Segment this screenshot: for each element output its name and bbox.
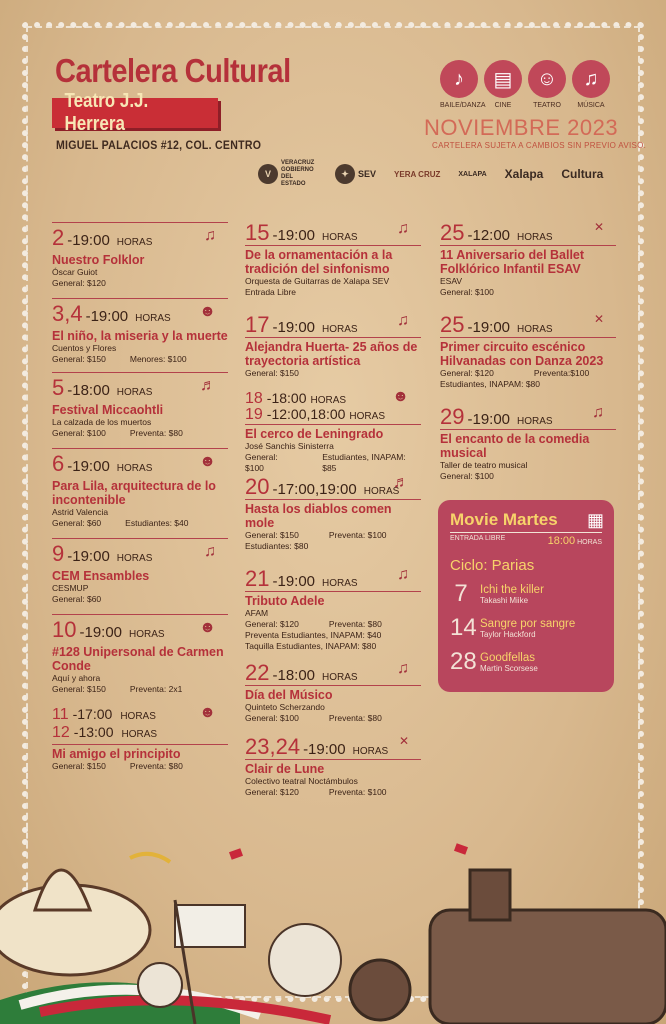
confetti-icon — [130, 854, 170, 862]
hours-label: HORAS — [349, 411, 385, 422]
event-item — [245, 388, 421, 472]
event-item — [440, 402, 616, 492]
seal-icon: ✦ — [335, 164, 355, 184]
event-time: -18:00 — [67, 382, 110, 399]
event-item — [52, 222, 228, 298]
hours-label: HORAS — [121, 729, 158, 740]
price-other: Preventa: $100 — [328, 530, 387, 540]
hours-label: HORAS — [310, 395, 347, 406]
film-day: 14 — [450, 614, 477, 641]
event-day: 25 — [440, 220, 465, 245]
category-cinema — [484, 60, 522, 109]
xalapa-logo-icon: ✕ — [593, 312, 604, 326]
event-time: -18:00 — [272, 667, 316, 684]
theater-masks-icon: ☻ — [199, 453, 216, 470]
logo-veracruz — [258, 160, 317, 188]
movie-time: 18:00 — [547, 535, 576, 547]
price-other: Estudiantes: $40 — [125, 518, 189, 528]
event-time: -19:00 — [67, 548, 110, 565]
event-name: CEM Ensambles — [52, 569, 150, 583]
event-performer: AFAM — [245, 608, 269, 618]
event-performer: Aquí y ahora — [52, 673, 101, 683]
price-other: Preventa: $80 — [328, 713, 382, 723]
hours-label: HORAS — [116, 553, 153, 564]
price-other: Estudiantes, INAPAM: $80 — [440, 379, 541, 389]
event-item — [245, 658, 421, 732]
logo-xalapa — [505, 167, 544, 181]
xalapa-logo-icon: ✕ — [398, 734, 409, 748]
hours-label: HORAS — [120, 711, 156, 722]
event-name: Nuestro Folklor — [52, 253, 145, 267]
logo-text: Cultura — [561, 167, 604, 181]
event-day: 17 — [245, 312, 270, 337]
venue-name: Teatro J.J. Herrera — [64, 90, 149, 135]
confetti-icon — [454, 843, 468, 855]
event-performer: La calzada de los muertos — [52, 417, 152, 427]
event-time: -13:00 — [73, 724, 114, 740]
price-other: Preventa: $80 — [129, 761, 183, 771]
event-day: 12 — [52, 724, 70, 741]
event-performer: Colectivo teatral Noctámbulos — [245, 776, 358, 786]
movie-entry-row — [450, 532, 602, 547]
event-day: 25 — [440, 312, 465, 337]
event-name: Hasta los diablos comen mole — [245, 502, 392, 530]
category-label: BAILE/DANZA — [440, 102, 486, 109]
event-item — [52, 298, 228, 372]
film-title: Goodfellas — [480, 651, 535, 664]
event-item — [245, 732, 421, 802]
event-time: -19:00 — [67, 232, 110, 249]
event-name: Día del Músico — [245, 688, 333, 702]
skull-icon — [269, 924, 341, 996]
event-performer: CESMUP — [52, 583, 89, 593]
theater-masks-icon: ☻ — [199, 619, 216, 636]
price-general: General: $120 — [52, 278, 106, 288]
hours-label: HORAS — [577, 539, 602, 546]
event-name: 11 Aniversario del Ballet Folklórico Infantil ESAV — [440, 248, 585, 276]
event-item — [440, 310, 616, 402]
logo-text: XALAPA — [458, 170, 487, 178]
month-title: NOVIEMBRE 2023 — [424, 115, 619, 140]
event-name: Para Lila, arquitectura de lo incontenible — [52, 479, 216, 507]
event-name: Primer circuito escénico Hilvanadas con Danza 2023 — [440, 340, 604, 368]
events-column-2 — [245, 218, 421, 802]
price-other: Estudiantes, INAPAM: $85 — [322, 452, 406, 473]
movie-martes-panel — [438, 500, 614, 692]
hours-label: HORAS — [352, 746, 389, 757]
film-title: Ichi the killer — [480, 583, 544, 596]
music-notes-icon: ♫ — [204, 543, 216, 560]
hours-label: HORAS — [517, 324, 553, 335]
event-time: -19:00 — [303, 741, 346, 758]
shield-icon: V — [258, 164, 278, 184]
music-notes-icon: ♫ — [204, 227, 216, 244]
event-item — [52, 538, 228, 614]
page-title: Cartelera Cultural — [55, 52, 291, 89]
price-general: General: $120 — [245, 619, 299, 629]
film-day: 28 — [450, 648, 477, 675]
logo-cultura — [561, 167, 603, 181]
music-notes-icon: ♫ — [572, 60, 610, 98]
event-time: -19:00 — [272, 227, 316, 244]
price-general: General: $150 — [245, 368, 299, 378]
movie-cycle: Ciclo: Parias — [450, 557, 535, 574]
event-time: -19:00 — [272, 319, 316, 336]
dance-icon: ♬ — [200, 377, 216, 394]
price-general: General: $100 — [52, 428, 106, 438]
event-name: Festival Miccaohtli — [52, 403, 164, 417]
price-general: General: $60 — [52, 594, 102, 604]
event-name: Mi amigo el principito — [52, 747, 181, 761]
event-time: -19:00 — [79, 624, 123, 641]
category-label: CINE — [494, 102, 512, 109]
category-label: TEATRO — [533, 102, 561, 109]
movie-title: Movie Martes — [450, 510, 558, 529]
address: MIGUEL PALACIOS #12, COL. CENTRO — [56, 138, 262, 152]
event-item — [245, 218, 421, 310]
clapper-icon: ▦ — [586, 510, 604, 530]
price-other: Preventa: $80 — [328, 619, 382, 629]
film-item — [450, 580, 602, 608]
price-other: Preventa:$100 — [533, 368, 590, 378]
film-director: Taylor Hackford — [480, 629, 536, 639]
music-notes-icon: ♫ — [397, 660, 409, 677]
price-other: Preventa Estudiantes, INAPAM: $40 — [245, 630, 382, 640]
event-name: El cerco de Leningrado — [245, 427, 384, 441]
hours-label: HORAS — [135, 313, 171, 324]
theater-masks-icon: ☻ — [199, 303, 216, 320]
event-performer: Cuentos y Flores — [52, 343, 117, 353]
event-time: -19:00 — [467, 411, 511, 428]
event-day: 5 — [52, 375, 65, 400]
price-other: Menores: $100 — [129, 354, 187, 364]
event-time: -19:00 — [67, 458, 110, 475]
disclaimer: CARTELERA SUJETA A CAMBIOS SIN PREVIO AVISO. — [432, 141, 647, 150]
skull-icon — [138, 963, 182, 1007]
event-day: 2 — [52, 225, 65, 250]
confetti-icon — [229, 848, 243, 860]
price-other: Taquilla Estudiantes, INAPAM: $80 — [245, 641, 377, 651]
price-general: General: $150 — [52, 684, 106, 694]
event-day: 23,24 — [245, 734, 301, 759]
price-other: Preventa: 2x1 — [129, 684, 183, 694]
event-name: Tributo Adele — [245, 594, 325, 608]
theater-masks-icon: ☻ — [199, 704, 216, 721]
xalapa-logo-icon: ✕ — [593, 220, 604, 234]
music-notes-icon: ♫ — [397, 220, 409, 237]
train-icon — [430, 910, 666, 1024]
sponsor-logos — [258, 160, 603, 188]
event-day: 19 — [245, 406, 263, 423]
event-time: -17:00,19:00 — [272, 481, 357, 498]
event-performer: Taller de teatro musical — [440, 460, 528, 470]
film-director: Takashi Miike — [480, 595, 529, 605]
theater-masks-icon: ☻ — [392, 388, 409, 405]
film-day: 7 — [454, 580, 468, 607]
hours-label: HORAS — [363, 486, 400, 497]
event-day: 3,4 — [52, 301, 83, 326]
hours-label: HORAS — [116, 463, 153, 474]
event-day: 18 — [245, 390, 263, 407]
price-general: General: $150 — [245, 530, 299, 540]
hours-label: HORAS — [322, 324, 358, 335]
sombrero-crown — [35, 870, 90, 910]
price-general: General: $100 — [440, 471, 494, 481]
venue-banner — [52, 90, 218, 135]
price-other: Preventa: $100 — [328, 787, 387, 797]
event-performer: Quinteto Scherzando — [245, 702, 325, 712]
category-legend — [440, 60, 610, 109]
logo-text: YERA CRUZ — [394, 169, 441, 179]
event-performer: ESAV — [440, 276, 463, 286]
event-day: 11 — [52, 706, 69, 723]
price-general: General: $100 — [440, 287, 494, 297]
category-music — [572, 60, 610, 109]
price-general: General: $150 — [52, 354, 106, 364]
event-day: 21 — [245, 566, 270, 591]
event-item — [440, 218, 616, 310]
event-performer: José Sanchis Sinisterra — [245, 441, 334, 451]
event-name: De la ornamentación a la tradición del sinfonismo — [245, 248, 393, 276]
event-name: Alejandra Huerta- 25 años de trayectoria artística — [245, 340, 418, 368]
hours-label: HORAS — [517, 416, 553, 427]
clapper-icon: ▤ — [484, 60, 522, 98]
price-general: General: $120 — [245, 787, 299, 797]
music-notes-icon: ♫ — [397, 566, 409, 583]
film-director: Martin Scorsese — [480, 663, 538, 673]
music-notes-icon: ♫ — [592, 404, 604, 421]
event-time: -12:00 — [467, 227, 511, 244]
hours-label: HORAS — [322, 672, 358, 683]
event-day: 9 — [52, 541, 65, 566]
dance-icon: ♬ — [393, 474, 409, 491]
hours-label: HORAS — [322, 578, 358, 589]
hours-label: HORAS — [116, 237, 153, 248]
events-column-1 — [52, 222, 228, 774]
event-name: #128 Unipersonal de Carmen Conde — [52, 645, 224, 673]
logo-sev — [335, 164, 376, 184]
event-item — [245, 310, 421, 388]
cannon-wheel-icon — [350, 960, 410, 1020]
decorative-illustration — [0, 840, 666, 1024]
price-general: General: $120 — [440, 368, 494, 378]
category-dance — [440, 60, 486, 109]
flag-icon — [175, 905, 245, 947]
hours-label: HORAS — [129, 629, 165, 640]
event-time: -18:00 — [266, 390, 307, 406]
event-day: 29 — [440, 404, 465, 429]
event-item — [52, 372, 228, 448]
price-general: General: $100 — [245, 713, 299, 723]
event-performer: Óscar Guiot — [52, 267, 98, 277]
event-day: 15 — [245, 220, 270, 245]
event-name: El niño, la miseria y la muerte — [52, 329, 228, 343]
event-time: -19:00 — [85, 308, 129, 325]
event-day: 10 — [52, 617, 77, 642]
film-item — [450, 648, 602, 676]
price-general: Entrada Libre — [245, 287, 297, 297]
event-name: Clair de Lune — [245, 762, 325, 776]
logo-text: SEV — [358, 169, 377, 179]
event-time: -17:00 — [72, 706, 113, 722]
logo-text: Xalapa — [504, 167, 544, 181]
price-general: General: $150 — [52, 761, 106, 771]
event-day: 6 — [52, 451, 65, 476]
category-label: MÚSICA — [577, 102, 605, 109]
event-item — [52, 614, 228, 704]
logo-text: VERACRUZ GOBIERNO DEL ESTADO — [281, 160, 315, 187]
dance-icon: ♪ — [440, 60, 478, 98]
hours-label: HORAS — [322, 232, 358, 243]
event-performer: Astrid Valencia — [52, 507, 109, 517]
price-general: General: $60 — [52, 518, 102, 528]
event-name: El encanto de la comedia musical — [440, 432, 590, 460]
price-general: General: $100 — [245, 452, 278, 473]
events-column-3 — [440, 218, 616, 492]
price-other: Preventa: $80 — [129, 428, 183, 438]
hours-label: HORAS — [517, 232, 553, 243]
event-item — [245, 564, 421, 658]
price-other: Estudiantes: $80 — [245, 541, 309, 551]
event-time: -12:00,18:00 — [266, 406, 346, 422]
music-notes-icon: ♫ — [397, 312, 409, 329]
event-item — [245, 472, 421, 564]
theater-masks-icon: ☺ — [528, 60, 566, 98]
event-performer: Orquesta de Guitarras de Xalapa SEV — [245, 276, 390, 286]
hours-label: HORAS — [116, 387, 153, 398]
event-time: -19:00 — [467, 319, 511, 336]
entry-label: ENTRADA LIBRE — [450, 535, 506, 542]
film-item — [450, 614, 602, 642]
event-day: 22 — [245, 660, 270, 685]
event-item — [52, 704, 228, 774]
event-time: -19:00 — [272, 573, 316, 590]
film-title: Sangre por sangre — [480, 617, 576, 630]
train-chimney — [470, 870, 510, 920]
event-day: 20 — [245, 474, 270, 499]
event-item — [52, 448, 228, 538]
logo-xalapa-x — [458, 171, 486, 178]
category-theater — [528, 60, 566, 109]
logo-yeracruz — [394, 170, 440, 179]
